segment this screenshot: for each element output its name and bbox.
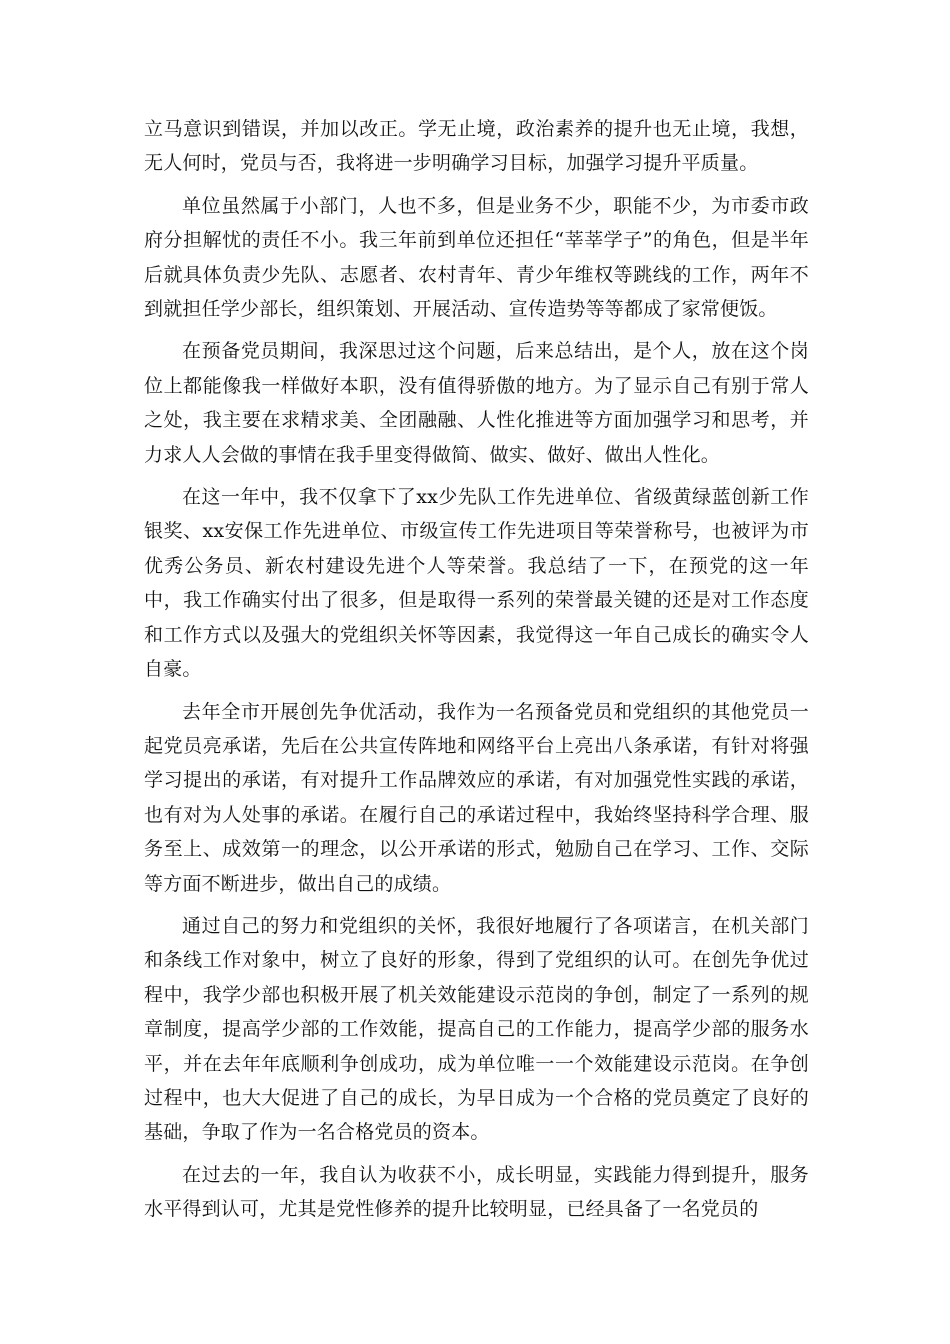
paragraph-3: 在预备党员期间，我深思过这个问题，后来总结出，是个人，放在这个岗位上都能像我一样做好本职，没有值得骄傲的地方。为了显示自己有别于常人之处，我主要在求精求美、全团融融、人性化推进等方面加强学习和思考，并力求人人会做的事情在我手里变得做简、做实、做好、做出人性化。 xyxy=(144,340,809,466)
paragraph-2: 单位虽然属于小部门，人也不多，但是业务不少，职能不少，为市委市政府分担解忧的责任不小。我三年前到单位还担任“莘莘学子”的角色，但是半年后就具体负责少先队、志愿者、农村青年、青少年维权等跳线的工作，两年不到就担任学少部长，组织策划、开展活动、宣传造势等等都成了家常便饭。 xyxy=(144,194,809,321)
paragraph-7: 在过去的一年，我自认为收获不小，成长明显，实践能力得到提升，服务水平得到认可，尤其是党性修养的提升比较明显，已经具备了一名党员的 xyxy=(144,1163,809,1221)
paragraph-1: 立马意识到错误，并加以改正。学无止境，政治素养的提升也无止境，我想，无人何时，党员与否，我将进一步明确学习目标，加强学习提升平质量。 xyxy=(144,118,809,175)
paragraph-4: 在这一年中，我不仅拿下了xx少先队工作先进单位、省级黄绿蓝创新工作银奖、xx安保工作先进单位、市级宣传工作先进项目等荣誉称号，也被评为市优秀公务员、新农村建设先进个人等荣誉。我总结了一下，在预党的这一年中，我工作确实付出了很多，但是取得一系列的荣誉最关键的还是对工作态度和工作方式以及强大的党组织关怀等因素，我觉得这一年自己成长的确实令人自豪。 xyxy=(144,486,809,681)
document-body xyxy=(144,112,809,1235)
paragraph-6: 通过自己的努力和党组织的关怀，我很好地履行了各项诺言，在机关部门和条线工作对象中，树立了良好的形象，得到了党组织的认可。在创先争优过程中，我学少部也积极开展了机关效能建设示范岗的争创，制定了一系列的规章制度，提高学少部的工作效能，提高自己的工作能力，提高学少部的服务水平，并在去年年底顺利争创成功，成为单位唯一一个效能建设示范岗。在争创过程中，也大大促进了自己的成长，为早日成为一个合格的党员奠定了良好的基础，争取了作为一名合格党员的资本。 xyxy=(144,914,809,1144)
paragraph-5: 去年全市开展创先争优活动，我作为一名预备党员和党组织的其他党员一起党员亮承诺，先后在公共宣传阵地和网络平台上亮出八条承诺，有针对将强学习提出的承诺，有对提升工作品牌效应的承诺，有对加强党性实践的承诺，也有对为人处事的承诺。在履行自己的承诺过程中，我始终坚持科学合理、服务至上、成效第一的理念，以公开承诺的形式，勉励自己在学习、工作、交际等方面不断进步，做出自己的成绩。 xyxy=(144,700,809,895)
